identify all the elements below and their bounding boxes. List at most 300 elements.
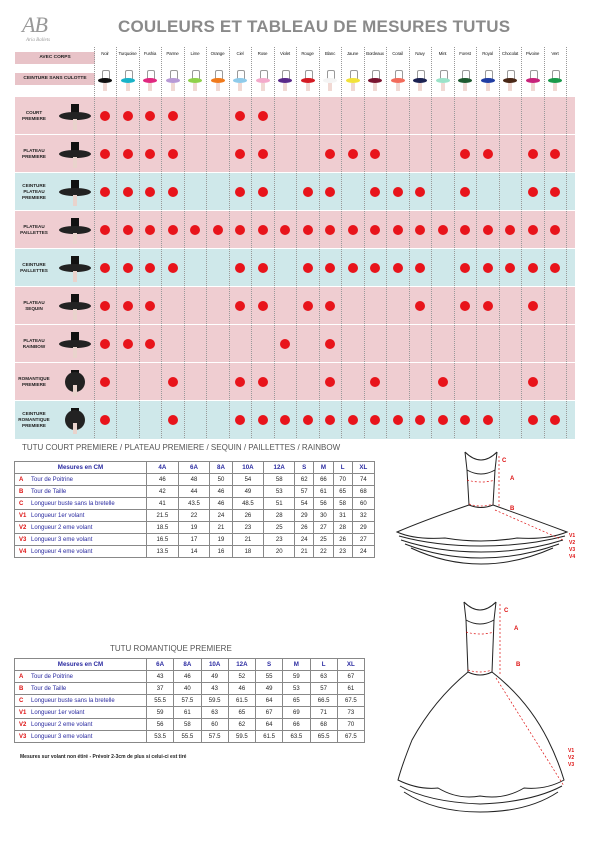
availability-dot: [325, 339, 335, 349]
availability-dot: [123, 225, 133, 235]
measure-value: 54: [295, 498, 314, 510]
measure-value: 46: [228, 683, 255, 695]
grid-row: [15, 134, 575, 173]
availability-dot: [100, 415, 110, 425]
row-label: PLATEAU PAILLETTES: [20, 224, 48, 235]
availability-dot: [460, 225, 470, 235]
availability-dot: [123, 301, 133, 311]
tutu-thumbnail: [55, 253, 95, 283]
measure-value: 53.5: [147, 731, 174, 743]
availability-dot: [123, 339, 133, 349]
availability-dot: [415, 415, 425, 425]
measure-value: 66.5: [310, 695, 337, 707]
size-header: M: [314, 462, 333, 474]
availability-dot: [280, 225, 290, 235]
color-name: Corail: [392, 51, 403, 56]
column-divider: [274, 47, 275, 438]
diagram-label-c: C: [502, 458, 507, 464]
availability-dot: [168, 225, 178, 235]
measure-value: 50: [210, 474, 232, 486]
measure-value: 66: [283, 719, 310, 731]
availability-dot: [550, 415, 560, 425]
diagram2-label-v3: V3: [568, 762, 575, 768]
measure-letter: V3: [19, 536, 27, 543]
color-name: Violet: [280, 51, 290, 56]
availability-dot: [145, 225, 155, 235]
row-label: PLATEAU RAINBOW: [22, 338, 46, 349]
size-header: 12A: [228, 659, 255, 671]
measure-letter: V2: [19, 524, 27, 531]
color-name: Parme: [166, 51, 179, 56]
measure-value: 59.5: [201, 695, 228, 707]
availability-dot: [393, 225, 403, 235]
table-row: [15, 683, 365, 695]
measure-value: 29: [352, 522, 374, 534]
availability-dot: [258, 111, 268, 121]
column-divider: [184, 47, 185, 438]
color-swatch: [436, 70, 450, 92]
measure-label: Longueur 3 eme volant: [31, 733, 93, 740]
measure-label: Tour de Taille: [31, 488, 67, 495]
table1-title: TUTU COURT PREMIERE / PLATEAU PREMIERE / SEQUIN / PAILLETTES / RAINBOW: [22, 443, 341, 452]
color-swatch: [188, 70, 202, 92]
measure-value: 43: [201, 683, 228, 695]
measure-value: 64: [256, 695, 283, 707]
availability-dot: [100, 187, 110, 197]
table-row: [15, 719, 365, 731]
measure-value: 46: [210, 486, 232, 498]
availability-dot: [235, 187, 245, 197]
diagram-label-v4: V4: [569, 554, 576, 560]
availability-dot: [303, 187, 313, 197]
column-divider: [251, 47, 252, 438]
color-swatch: [233, 70, 247, 92]
availability-dot: [303, 415, 313, 425]
measure-value: 23: [333, 546, 352, 558]
color-name: Navy: [415, 51, 425, 56]
measure-value: 60: [352, 498, 374, 510]
availability-dot: [258, 187, 268, 197]
measure-value: 55: [256, 671, 283, 683]
size-header: XL: [337, 659, 364, 671]
table-row: [15, 731, 365, 743]
availability-dot: [123, 149, 133, 159]
availability-dot: [258, 263, 268, 273]
measurement-note: Mesures sur volant non étiré - Prévoir 2-3cm de plus si celui-ci est tiré: [20, 754, 187, 760]
availability-dot: [145, 301, 155, 311]
availability-dot: [258, 149, 268, 159]
availability-dot: [123, 111, 133, 121]
column-divider: [94, 47, 95, 438]
size-header: L: [333, 462, 352, 474]
measure-value: 21: [232, 534, 264, 546]
tutu-thumbnail: [55, 367, 95, 397]
measure-value: 25: [264, 522, 295, 534]
avec-corps-label: AVEC CORPS: [15, 52, 95, 64]
table-header-label: Mesures en CM: [15, 659, 147, 671]
measure-value: 17: [178, 534, 210, 546]
column-divider: [544, 47, 545, 438]
row-label: CEINTURE PLATEAU PREMIERE: [22, 183, 46, 200]
availability-dot: [325, 263, 335, 273]
availability-dot: [393, 263, 403, 273]
measure-value: 24: [210, 510, 232, 522]
measure-value: 19: [210, 534, 232, 546]
tutu-romantique-diagram: [388, 590, 588, 820]
measure-value: 64: [256, 719, 283, 731]
size-header: S: [295, 462, 314, 474]
diagram2-label-v1: V1: [568, 748, 575, 754]
availability-dot: [168, 149, 178, 159]
color-swatch: [278, 70, 292, 92]
diagram2-label-v2: V2: [568, 755, 575, 761]
availability-dot: [505, 263, 515, 273]
measure-letter: C: [19, 500, 24, 507]
color-name: Rouge: [301, 51, 314, 56]
color-name: Mint: [438, 51, 447, 56]
availability-dot: [483, 415, 493, 425]
availability-dot: [303, 301, 313, 311]
measure-value: 61.5: [228, 695, 255, 707]
color-name: Pivoine: [525, 51, 540, 56]
measure-label: Longueur 2 eme volant: [31, 721, 93, 728]
availability-dot: [415, 263, 425, 273]
availability-dot: [460, 149, 470, 159]
availability-dot: [190, 225, 200, 235]
measure-value: 57: [295, 486, 314, 498]
measure-value: 67.5: [337, 731, 364, 743]
availability-dot: [528, 149, 538, 159]
measure-value: 46: [147, 474, 179, 486]
availability-dot: [235, 415, 245, 425]
table-row: [15, 546, 375, 558]
row-label: CEINTURE ROMANTIQUE PREMIERE: [18, 411, 50, 428]
table-row: [15, 534, 375, 546]
measure-label: Longueur 1er volant: [31, 709, 85, 716]
table-row: [15, 695, 365, 707]
column-divider: [229, 47, 230, 438]
measure-value: 23: [264, 534, 295, 546]
diagram2-label-b: B: [516, 662, 521, 668]
availability-dot: [460, 415, 470, 425]
color-swatch: [548, 70, 562, 92]
measure-value: 46: [210, 498, 232, 510]
table-header-row: [15, 462, 375, 474]
availability-dot: [100, 149, 110, 159]
availability-dot: [325, 415, 335, 425]
measure-value: 66: [314, 474, 333, 486]
table-row: [15, 707, 365, 719]
color-swatch: [481, 70, 495, 92]
color-name: Turquoise: [118, 51, 137, 56]
measure-label: Tour de Poitrine: [31, 673, 74, 680]
measure-value: 41: [147, 498, 179, 510]
measure-letter: B: [19, 685, 24, 692]
measure-label: Longueur 2 eme volant: [31, 524, 93, 531]
diagram-label-v1: V1: [569, 533, 576, 539]
availability-dot: [550, 149, 560, 159]
availability-dot: [415, 187, 425, 197]
availability-dot: [438, 377, 448, 387]
column-divider: [161, 47, 162, 438]
availability-dot: [100, 339, 110, 349]
availability-dot: [370, 415, 380, 425]
availability-dot: [213, 225, 223, 235]
availability-dot: [348, 149, 358, 159]
availability-dot: [325, 377, 335, 387]
brand-logo: [16, 10, 72, 48]
column-divider: [296, 47, 297, 438]
table-row: [15, 522, 375, 534]
measure-label-cell: [15, 474, 147, 486]
tutu-thumbnail: [55, 329, 95, 359]
availability-dot: [483, 149, 493, 159]
availability-dot: [438, 225, 448, 235]
measure-value: 49: [201, 671, 228, 683]
diagram-label-b: B: [510, 506, 515, 512]
availability-dot: [100, 377, 110, 387]
measure-value: 63.5: [283, 731, 310, 743]
availability-dot: [168, 111, 178, 121]
color-swatch: [526, 70, 540, 92]
measure-label-cell: [15, 498, 147, 510]
size-header: 12A: [264, 462, 295, 474]
measure-value: 56: [147, 719, 174, 731]
color-swatch: [256, 70, 270, 92]
availability-dot: [145, 111, 155, 121]
diagram-label-a: A: [510, 476, 515, 482]
color-swatch: [301, 70, 315, 92]
color-name: Orange: [210, 51, 225, 56]
availability-dot: [235, 149, 245, 159]
availability-dot: [168, 377, 178, 387]
grid-row: [15, 324, 575, 363]
column-divider: [319, 47, 320, 438]
measure-value: 59: [283, 671, 310, 683]
availability-dot: [258, 225, 268, 235]
availability-dot: [460, 187, 470, 197]
availability-dot: [438, 415, 448, 425]
row-label: CEINTURE PAILLETTES: [20, 262, 48, 273]
measure-value: 46: [174, 671, 201, 683]
measure-value: 68: [310, 719, 337, 731]
measure-value: 58: [264, 474, 295, 486]
tutu-court-diagram: [385, 440, 585, 580]
measure-value: 67: [337, 671, 364, 683]
availability-dot: [325, 225, 335, 235]
measure-value: 70: [337, 719, 364, 731]
measure-value: 65: [333, 486, 352, 498]
color-name: Ciel: [236, 51, 244, 56]
measure-value: 73: [337, 707, 364, 719]
measure-value: 62: [295, 474, 314, 486]
color-swatch: [211, 70, 225, 92]
measure-value: 49: [232, 486, 264, 498]
availability-dot: [235, 111, 245, 121]
measure-value: 44: [178, 486, 210, 498]
color-swatch: [413, 70, 427, 92]
measure-value: 20: [264, 546, 295, 558]
column-divider: [454, 47, 455, 438]
measure-letter: A: [19, 673, 24, 680]
color-name: Royal: [482, 51, 493, 56]
measure-value: 24: [295, 534, 314, 546]
measure-value: 14: [178, 546, 210, 558]
availability-dot: [145, 263, 155, 273]
logo-monogram: AB: [22, 12, 47, 37]
color-name: Forest: [459, 51, 471, 56]
measure-label: Longueur buste sans la bretelle: [31, 697, 115, 704]
measure-value: 63: [201, 707, 228, 719]
measure-letter: V3: [19, 733, 27, 740]
availability-dot: [528, 377, 538, 387]
measure-label-cell: [15, 731, 147, 743]
availability-dot: [348, 415, 358, 425]
measure-value: 43: [147, 671, 174, 683]
table-row: [15, 671, 365, 683]
availability-dot: [303, 225, 313, 235]
measure-value: 19: [178, 522, 210, 534]
measure-value: 55.5: [147, 695, 174, 707]
tutu-thumbnail: [55, 291, 95, 321]
size-header: 10A: [201, 659, 228, 671]
grid-row: [15, 172, 575, 211]
table-row: [15, 498, 375, 510]
diagram2-label-c: C: [504, 608, 509, 614]
size-header: 8A: [210, 462, 232, 474]
color-swatch: [346, 70, 360, 92]
measure-value: 58: [174, 719, 201, 731]
page-title: COULEURS ET TABLEAU DE MESURES TUTUS: [118, 17, 511, 36]
measure-value: 49: [256, 683, 283, 695]
measure-value: 22: [178, 510, 210, 522]
measure-label-cell: [15, 683, 147, 695]
availability-dot: [505, 225, 515, 235]
availability-dot: [528, 225, 538, 235]
availability-dot: [370, 225, 380, 235]
measure-value: 26: [232, 510, 264, 522]
color-name: Lime: [190, 51, 200, 56]
measure-value: 55.5: [174, 731, 201, 743]
measure-value: 42: [147, 486, 179, 498]
availability-dot: [123, 187, 133, 197]
diagram-label-v2: V2: [569, 540, 576, 546]
color-name: Bordeaux: [366, 51, 384, 56]
measure-value: 70: [333, 474, 352, 486]
measure-value: 18.5: [147, 522, 179, 534]
measure-value: 69: [283, 707, 310, 719]
measure-value: 53: [283, 683, 310, 695]
measure-label-cell: [15, 486, 147, 498]
availability-dot: [370, 377, 380, 387]
grid-row: [15, 362, 575, 401]
measure-value: 57.5: [201, 731, 228, 743]
measure-label-cell: [15, 534, 147, 546]
color-name: Vert: [551, 51, 559, 56]
availability-dot: [528, 415, 538, 425]
measure-value: 26: [295, 522, 314, 534]
measure-value: 65: [228, 707, 255, 719]
availability-dot: [303, 263, 313, 273]
availability-dot: [235, 377, 245, 387]
row-label: ROMANTIQUE PREMIERE: [18, 376, 50, 387]
availability-dot: [393, 415, 403, 425]
measure-value: 65: [283, 695, 310, 707]
row-label: PLATEAU PREMIERE: [22, 148, 46, 159]
color-swatch: [458, 70, 472, 92]
measure-value: 52: [228, 671, 255, 683]
measure-value: 16.5: [147, 534, 179, 546]
color-swatch: [391, 70, 405, 92]
measure-label: Longueur 4 eme volant: [31, 548, 93, 555]
color-name: Blanc: [324, 51, 336, 56]
color-name: Fushia: [143, 51, 157, 56]
availability-dot: [528, 301, 538, 311]
measure-value: 61: [337, 683, 364, 695]
measure-value: 26: [333, 534, 352, 546]
column-divider: [431, 47, 432, 438]
availability-dot: [460, 301, 470, 311]
diagram-label-v3: V3: [569, 547, 576, 553]
tutu-thumbnail: [55, 177, 95, 207]
availability-dot: [258, 377, 268, 387]
measure-value: 30: [314, 510, 333, 522]
measure-value: 23: [232, 522, 264, 534]
row-label: PLATEAU SEQUIN: [23, 300, 45, 311]
availability-dot: [145, 339, 155, 349]
measure-value: 21.5: [147, 510, 179, 522]
measure-table-romantique: [14, 658, 365, 743]
availability-dot: [460, 263, 470, 273]
measure-value: 32: [352, 510, 374, 522]
availability-dot: [280, 415, 290, 425]
measure-value: 58: [333, 498, 352, 510]
measure-value: 65.5: [310, 731, 337, 743]
availability-dot: [370, 149, 380, 159]
availability-dot: [235, 301, 245, 311]
color-name: Noir: [101, 51, 109, 56]
availability-dot: [325, 149, 335, 159]
measure-value: 37: [147, 683, 174, 695]
availability-dot: [145, 149, 155, 159]
availability-dot: [258, 415, 268, 425]
measure-value: 68: [352, 486, 374, 498]
availability-dot: [550, 225, 560, 235]
tutu-thumbnail: [55, 101, 95, 131]
table-row: [15, 474, 375, 486]
measure-value: 57: [310, 683, 337, 695]
measure-letter: C: [19, 697, 24, 704]
measure-letter: V2: [19, 721, 27, 728]
color-swatch: [368, 70, 382, 92]
measure-value: 43.5: [178, 498, 210, 510]
size-header: 6A: [178, 462, 210, 474]
size-header: XL: [352, 462, 374, 474]
measure-value: 53: [264, 486, 295, 498]
availability-dot: [550, 263, 560, 273]
table2-title: TUTU ROMANTIQUE PREMIERE: [110, 644, 232, 653]
measure-letter: V4: [19, 548, 27, 555]
measure-value: 22: [314, 546, 333, 558]
measure-value: 48.5: [232, 498, 264, 510]
measure-value: 59.5: [228, 731, 255, 743]
size-header: M: [283, 659, 310, 671]
measure-value: 21: [295, 546, 314, 558]
measure-label-cell: [15, 510, 147, 522]
measure-value: 40: [174, 683, 201, 695]
availability-dot: [415, 225, 425, 235]
measure-value: 61: [314, 486, 333, 498]
